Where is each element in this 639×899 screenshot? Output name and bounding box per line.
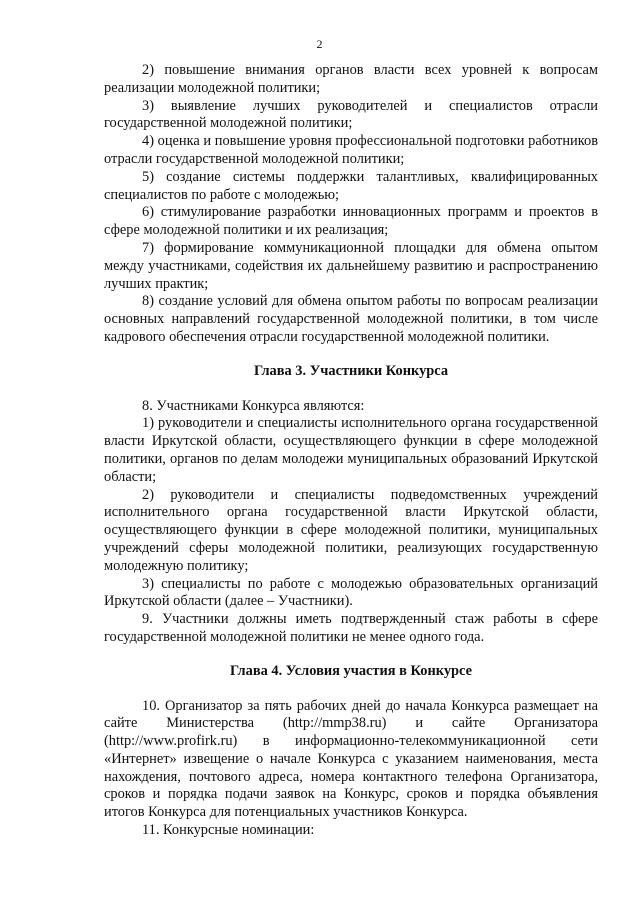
paragraph-item-2: 2) повышение внимания органов власти всех уровней к вопросам реализации молодежной политики;	[104, 62, 598, 96]
document-body	[104, 62, 598, 840]
page-number: 2	[316, 37, 323, 51]
paragraph-item-5: 5) создание системы поддержки талантливых, квалифицированных специалистов по работе с молодежью;	[104, 168, 598, 203]
clause-8: 8. Участниками Конкурса являются:	[142, 397, 365, 414]
clause-8-item-1: 1) руководители и специалисты исполнительного органа государственной власти Иркутской области, осуществляющего функции в сфере молодежной политики, органов по делам молодежи муниципальных образований Иркутской области;	[104, 415, 598, 485]
clause-9: 9. Участники должны иметь подтвержденный стаж работы в сфере государственной молодежной политики не менее одного года.	[104, 611, 598, 645]
paragraph-item-7: 7) формирование коммуникационной площадки для обмена опытом между участниками, содействия их дальнейшему развитию и распространению лучших практик;	[104, 239, 598, 292]
chapter-3-heading: Глава 3. Участники Конкурса	[253, 362, 449, 379]
paragraph-item-4: 4) оценка и повышение уровня профессиональной подготовки работников отрасли государственной молодежной политики;	[104, 133, 598, 167]
clause-8-item-2: 2) руководители и специалисты подведомственных учреждений исполнительного органа государственной власти Иркутской области, осуществляющего функции в сфере молодежной политики, муниципальных учреждений сферы молодежной политики, реализующих государственную молодежную политику;	[104, 486, 598, 574]
paragraph-item-3: 3) выявление лучших руководителей и специалистов отрасли государственной молодежной политики;	[104, 97, 598, 132]
paragraph-item-6: 6) стимулирование разработки инновационных программ и проектов в сфере молодежной политики и их реализация;	[104, 204, 598, 239]
paragraph-item-8: 8) создание условий для обмена опытом работы по вопросам реализации основных направлений государственной молодежной политики, в том числе кадрового обеспечения отрасли государственной молодежной политики.	[104, 293, 598, 345]
clause-11: 11. Конкурсные номинации:	[142, 822, 315, 839]
clause-8-item-3: 3) специалисты по работе с молодежью образовательных организаций Иркутской области (далее – Участники).	[104, 575, 598, 610]
chapter-4-heading: Глава 4. Условия участия в Конкурсе	[230, 662, 472, 679]
clause-10: 10. Организатор за пять рабочих дней до начала Конкурса размещает на сайте Министерства (http://mmp38.ru) и сайте Организатора (http://www.profirk.ru) в информационно-телекоммуникационной сети «Интернет» извещение о начале Конкурса с указанием наименования, места нахождения, почтового адреса, номера контактного телефона Организатора, сроков и порядка подачи заявок на Конкурс, сроков и порядка объявления итогов Конкурса для потенциальных участников Конкурса.	[104, 697, 598, 821]
